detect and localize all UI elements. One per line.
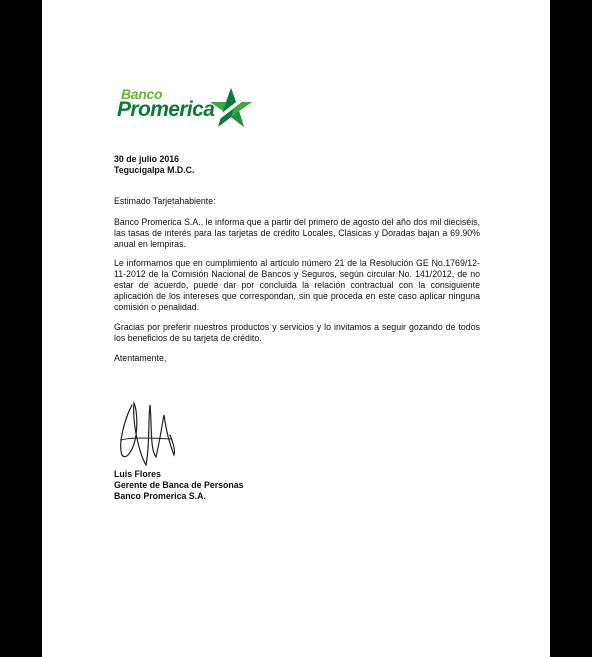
- letter-page: [42, 0, 550, 657]
- letter-date: 30 de julio 2016: [114, 154, 180, 164]
- letter-paragraph-2: Le informamos que en cumplimiento al artículo número 21 de la Resolución GE No.1769/12-11-2012 de la Comisión Nacional de Bancos y Seguros, según circular No. 141/2012, de no estar de acuerdo, puede dar por concluida la relación contractual con la consiguiente aplicación de los intereses que correspondan, sin que proceda en este caso aplicar ninguna comisión o penalidad.: [114, 258, 480, 312]
- letter-closing: Atentamente,: [114, 353, 167, 363]
- letter-paragraph-3: Gracias por preferir nuestros productos y servicios y lo invitamos a seguir gozando de todos los beneficios de su tarjeta de crédito.: [114, 322, 480, 343]
- signer-name: Luis Flores: [114, 469, 161, 479]
- letter-city: Tegucigalpa M.D.C.: [114, 165, 195, 175]
- bank-logo: [117, 86, 287, 130]
- logo-text-small: Banco: [121, 86, 163, 102]
- logo-text-big: Promerica: [117, 98, 215, 121]
- signer-title: Gerente de Banca de Personas: [114, 480, 244, 490]
- star-logo-icon: [209, 88, 253, 128]
- handwritten-signature: [112, 395, 192, 475]
- letter-paragraph-1: Banco Promerica S.A., le informa que a partir del primero de agosto del año dos mil dieciséis, las tasas de interés para las tarjetas de crédito Locales, Clásicas y Doradas bajan a 69.90% anual en lempiras.: [114, 217, 480, 249]
- letter-greeting: Estimado Tarjetahabiente:: [114, 196, 216, 206]
- signer-company: Banco Promerica S.A.: [114, 491, 206, 501]
